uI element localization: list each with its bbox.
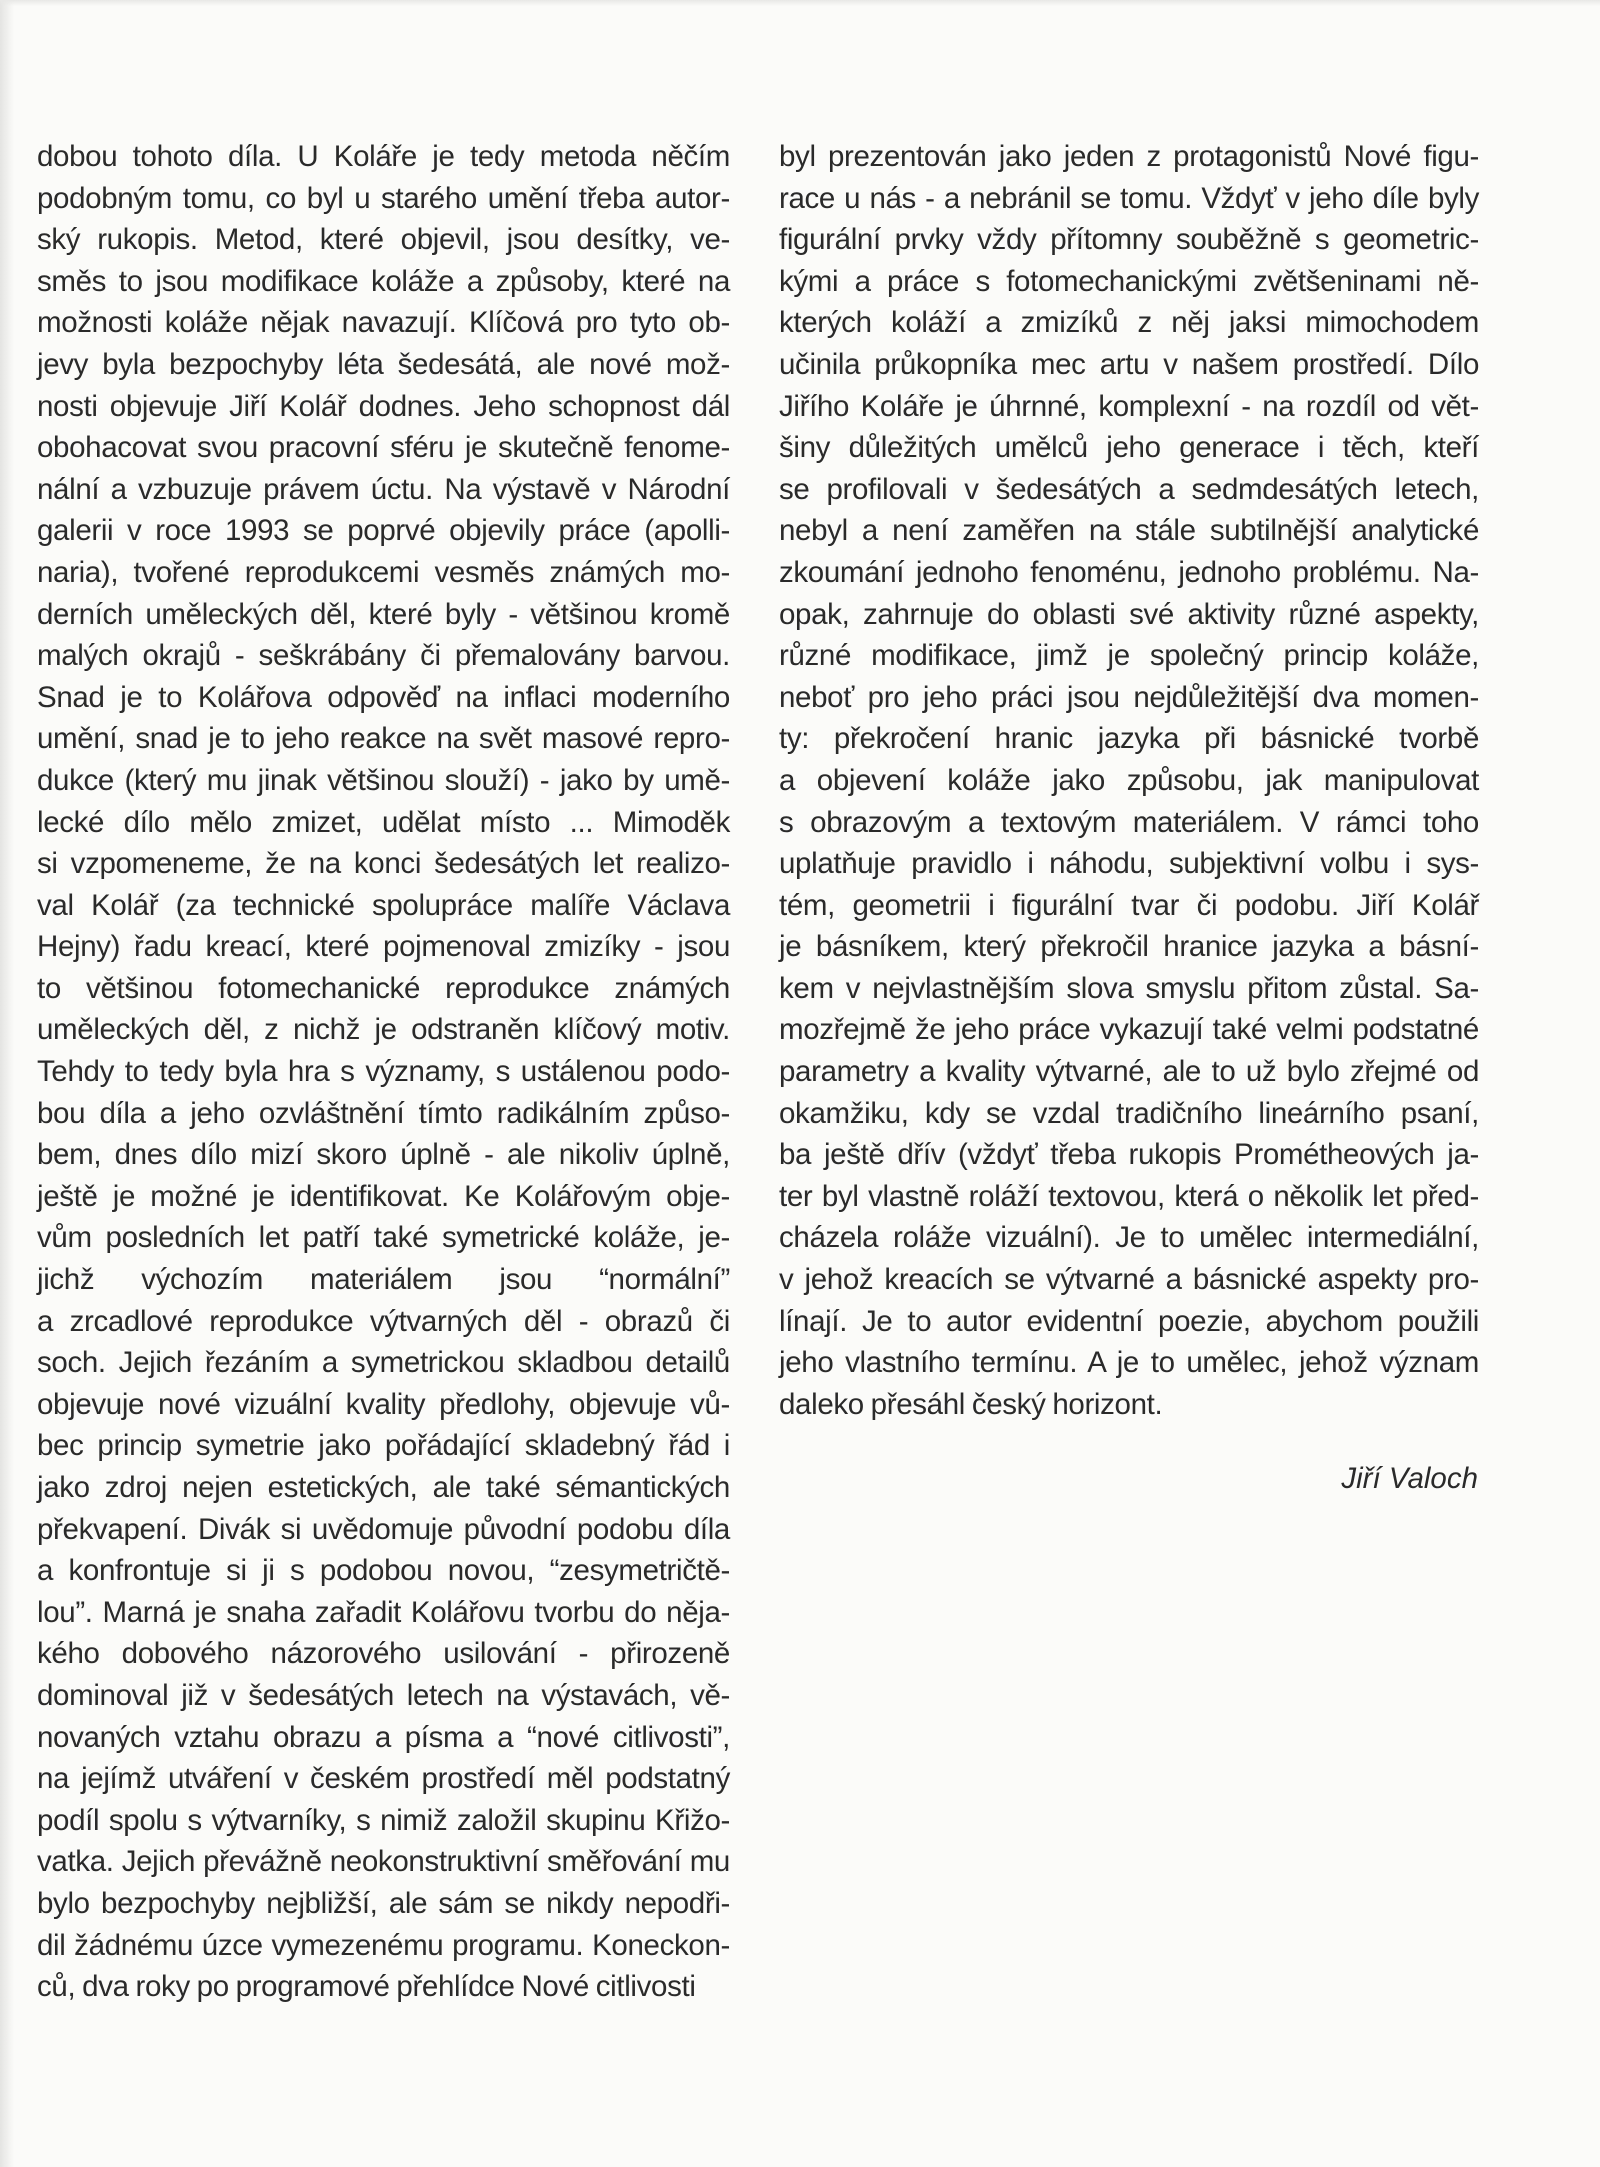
text-line: s obrazovým a textovým materiálem. V rámci toho	[779, 805, 1479, 839]
text-line: ter byl vlastně roláží textovou, která o několik let před-	[779, 1179, 1479, 1213]
text-line: daleko přesáhl český horizont.	[779, 1387, 1163, 1421]
text-line: Hejny) řadu kreací, které pojmenoval zmizíky - jsou	[37, 930, 730, 964]
text-line: novaných vztahu obrazu a písma a “nové citlivosti”,	[37, 1720, 730, 1754]
text-line: parametry a kvality výtvarné, ale to už bylo zřejmé od	[779, 1055, 1479, 1089]
text-line: bou díla a jeho ozvláštnění tímto radikálním způso-	[37, 1096, 730, 1130]
text-line: naria), tvořené reprodukcemi vesměs známých mo-	[37, 555, 730, 589]
text-line: dobou tohoto díla. U Koláře je tedy metoda něčím	[37, 140, 730, 173]
text-line: ský rukopis. Metod, které objevil, jsou desítky, ve-	[37, 223, 730, 257]
text-line: dukce (který mu jinak většinou slouží) - jako by umě-	[37, 763, 730, 797]
text-line: derních uměleckých děl, které byly - většinou kromě	[37, 597, 730, 631]
text-line: uměleckých děl, z nichž je odstraněn klíčový motiv.	[37, 1013, 730, 1047]
text-line: objevuje nové vizuální kvality předlohy, objevuje vů-	[37, 1387, 730, 1421]
text-line: a zrcadlové reprodukce výtvarných děl - obrazů či	[37, 1304, 730, 1338]
text-line: Jiřího Koláře je úhrnné, komplexní - na rozdíl od vět-	[779, 389, 1479, 423]
text-line: ců, dva roky po programové přehlídce Nové citlivosti	[37, 1970, 696, 2004]
text-line: jeho vlastního termínu. A je to umělec, jehož význam	[779, 1346, 1479, 1380]
text-line: kterých koláží a zmizíků z něj jaksi mimochodem	[779, 306, 1479, 340]
text-line: kými a práce s fotomechanickými zvětšeninami ně-	[779, 264, 1479, 298]
text-line: malých okrajů - seškrábány či přemalovány barvou.	[37, 639, 730, 673]
text-line: tém, geometrii i figurální tvar či podobu. Jiří Kolář	[779, 888, 1479, 922]
text-line: bem, dnes dílo mizí skoro úplně - ale nikoliv úplně,	[37, 1138, 730, 1172]
text-line: a objevení koláže jako způsobu, jak manipulovat	[779, 763, 1479, 797]
text-line: soch. Jejich řezáním a symetrickou skladbou detailů	[37, 1346, 730, 1380]
text-line: možnosti koláže nějak navazují. Klíčová pro tyto ob-	[37, 306, 730, 340]
text-line: si vzpomeneme, že na konci šedesátých let realizo-	[37, 847, 730, 881]
text-line: byl prezentován jako jeden z protagonistů Nové figu-	[779, 140, 1479, 173]
text-line: figurální prvky vždy přítomny souběžně s geometric-	[779, 223, 1479, 257]
page-edge-shadow	[0, 0, 14, 2167]
text-line: race u nás - a nebránil se tomu. Vždyť v jeho díle byly	[779, 181, 1479, 215]
text-line: jichž výchozím materiálem jsou “normální”	[37, 1263, 730, 1297]
text-line: bylo bezpochyby nejbližší, ale sám se nikdy nepodři-	[37, 1886, 730, 1920]
author-signature: Jiří Valoch	[1341, 1462, 1478, 1495]
text-line: na jejímž utváření v českém prostředí měl podstatný	[37, 1762, 730, 1796]
text-line: ještě je možné je identifikovat. Ke Kolářovým obje-	[37, 1179, 730, 1213]
text-line: to většinou fotomechanické reprodukce známých	[37, 971, 730, 1005]
text-line: cházela roláže vizuální). Je to umělec intermediální,	[779, 1221, 1479, 1255]
text-line: ba ještě dřív (vždyť třeba rukopis Prométheových ja-	[779, 1138, 1479, 1172]
text-line: uplatňuje pravidlo i náhodu, subjektivní volbu i sys-	[779, 847, 1479, 881]
text-line: nosti objevuje Jiří Kolář dodnes. Jeho schopnost dál	[37, 389, 730, 423]
text-line: podíl spolu s výtvarníky, s nimiž založil skupinu Křižo-	[37, 1803, 730, 1837]
text-line: lou”. Marná je snaha zařadit Kolářovu tvorbu do něja-	[37, 1595, 730, 1629]
text-line: jevy byla bezpochyby léta šedesátá, ale nové mož-	[37, 347, 730, 381]
text-line: neboť pro jeho práci jsou nejdůležitější dva momen-	[779, 680, 1479, 714]
text-line: se profilovali v šedesátých a sedmdesátých letech,	[779, 472, 1479, 506]
text-line: mozřejmě že jeho práce vykazují také velmi podstatné	[779, 1013, 1479, 1047]
text-line: překvapení. Divák si uvědomuje původní podobu díla	[37, 1512, 730, 1546]
text-line: směs to jsou modifikace koláže a způsoby, které na	[37, 264, 730, 298]
text-line: učinila průkopníka mec artu v našem prostředí. Dílo	[779, 347, 1479, 381]
text-line: podobným tomu, co byl u starého umění třeba autor-	[37, 181, 730, 215]
text-line: obohacovat svou pracovní sféru je skutečně fenome-	[37, 431, 730, 465]
text-column-right	[779, 136, 1479, 1425]
text-line: nální a vzbuzuje právem úctu. Na výstavě v Národní	[37, 472, 730, 506]
text-line: kého dobového názorového usilování - přirozeně	[37, 1637, 730, 1671]
text-line: kem v nejvlastnějším slova smyslu přitom zůstal. Sa-	[779, 971, 1479, 1005]
page-top-shadow	[0, 0, 1600, 6]
text-line: línají. Je to autor evidentní poezie, abychom použili	[779, 1304, 1479, 1338]
text-line: je básníkem, který překročil hranice jazyka a básní-	[779, 930, 1479, 964]
text-line: šiny důležitých umělců jeho generace i těch, kteří	[779, 431, 1479, 465]
text-line: zkoumání jednoho fenoménu, jednoho problému. Na-	[779, 555, 1479, 589]
text-line: v jehož kreacích se výtvarné a básnické aspekty pro-	[779, 1263, 1479, 1297]
text-line: okamžiku, kdy se vzdal tradičního lineárního psaní,	[779, 1096, 1479, 1130]
text-line: umění, snad je to jeho reakce na svět masové repro-	[37, 722, 730, 756]
text-line: dil žádnému úzce vymezenému programu. Koneckon-	[37, 1928, 730, 1962]
text-line: Snad je to Kolářova odpověď na inflaci moderního	[37, 680, 730, 714]
text-line: dominoval již v šedesátých letech na výstavách, vě-	[37, 1678, 730, 1712]
text-line: opak, zahrnuje do oblasti své aktivity různé aspekty,	[779, 597, 1479, 631]
text-line: bec princip symetrie jako pořádající skladebný řád i	[37, 1429, 730, 1463]
text-line: Tehdy to tedy byla hra s významy, s ustálenou podo-	[37, 1055, 730, 1089]
text-line: nebyl a není zaměřen na stále subtilnější analytické	[779, 514, 1479, 548]
text-line: různé modifikace, jimž je společný princip koláže,	[779, 639, 1479, 673]
text-line: val Kolář (za technické spolupráce malíře Václava	[37, 888, 730, 922]
text-line: jako zdroj nejen estetických, ale také sémantických	[37, 1471, 730, 1504]
text-line: ty: překročení hranic jazyka při básnické tvorbě	[779, 722, 1479, 756]
text-column-left	[37, 136, 730, 2008]
text-line: vatka. Jejich převážně neokonstruktivní směřování mu	[37, 1845, 730, 1879]
text-line: a konfrontuje si ji s podobou novou, “zesymetričtě-	[37, 1554, 730, 1588]
text-line: galerii v roce 1993 se poprvé objevily práce (apolli-	[37, 514, 730, 548]
text-line: vům posledních let patří také symetrické koláže, je-	[37, 1221, 730, 1255]
text-line: lecké dílo mělo zmizet, udělat místo ... Mimoděk	[37, 805, 730, 839]
